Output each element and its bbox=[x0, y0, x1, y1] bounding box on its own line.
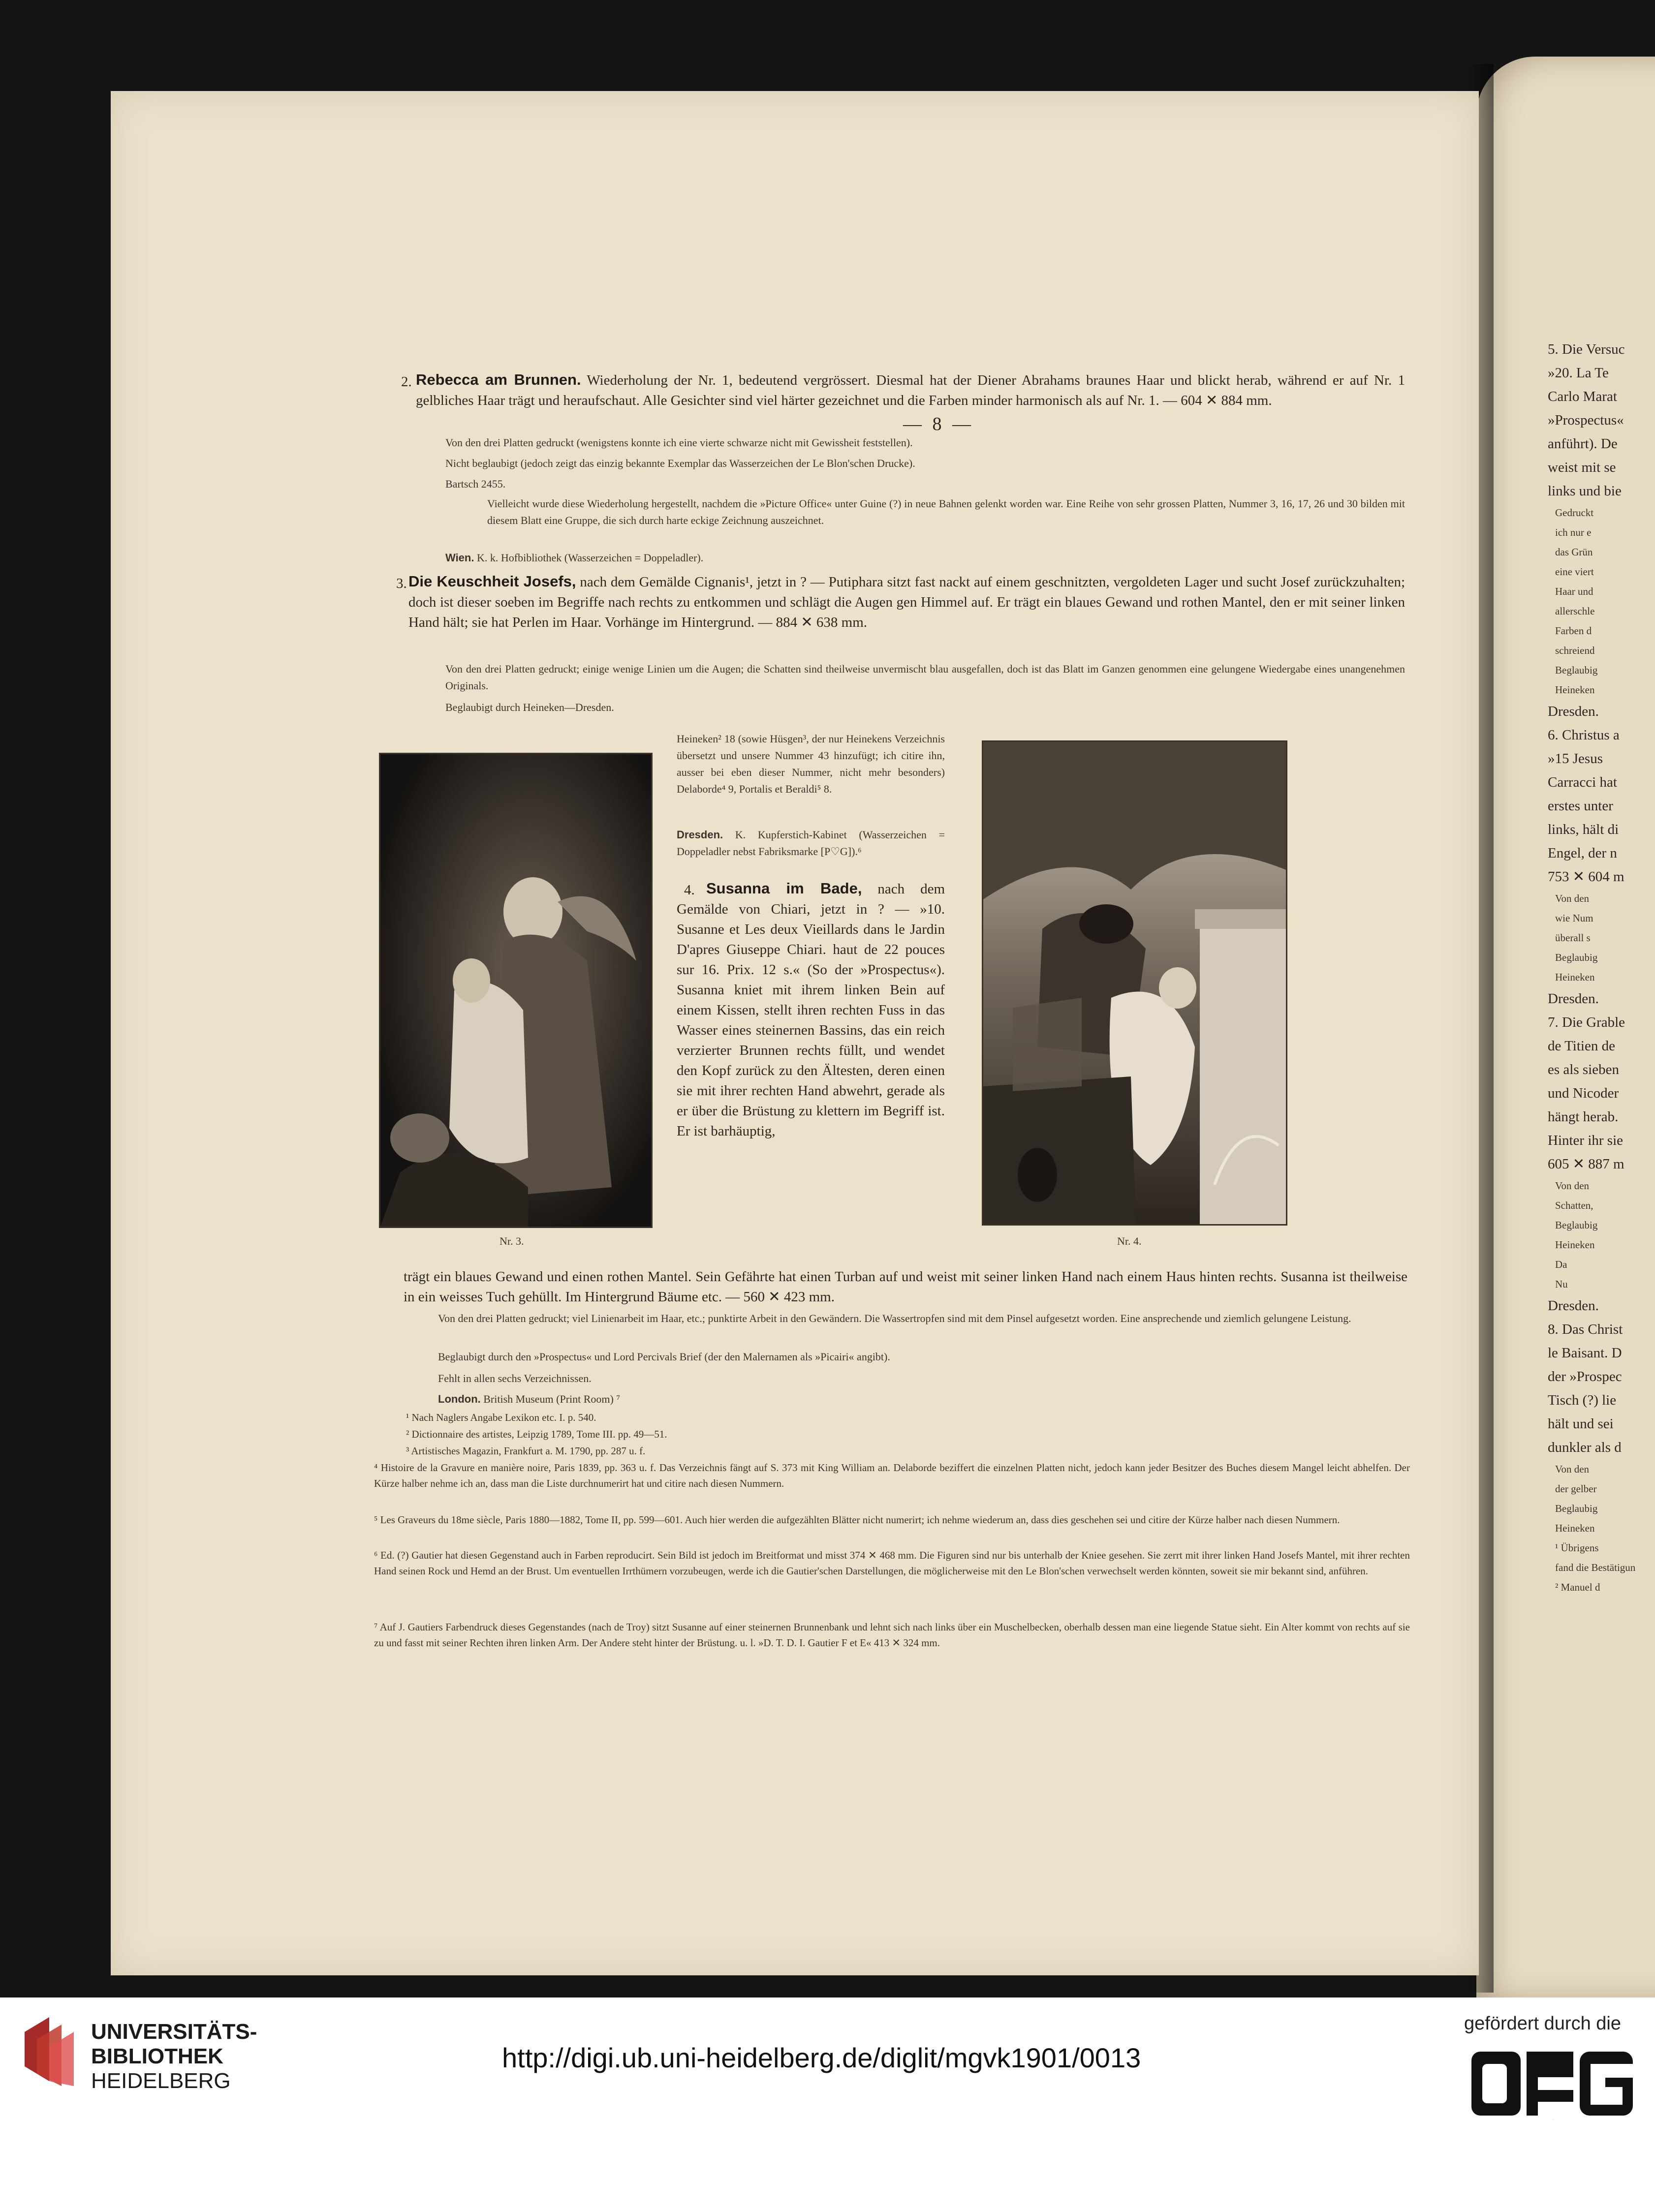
facing-page-line: le Baisant. D bbox=[1548, 1345, 1622, 1361]
entry-4-note-3: Fehlt in allen sechs Verzeichnissen. bbox=[438, 1372, 592, 1384]
plate-nr-3-image bbox=[379, 753, 653, 1228]
entry-3-number: 3. bbox=[396, 576, 407, 591]
footnote-5: ⁵ Les Graveurs du 18me siècle, Paris 1880—1882, Tome II, pp. 599—601. Auch hier werden die aufgezählten Blätter nicht numerirt; ich nehme wiederum an, dass dies geschehen sei und citire der Kürze halber nach diesen Nummern. bbox=[374, 1514, 1340, 1526]
facing-page-line: Schatten, bbox=[1555, 1199, 1593, 1211]
facing-page-line: Heineken bbox=[1555, 1239, 1595, 1251]
facing-page-line: Farben d bbox=[1555, 625, 1592, 637]
entry-4-column-text: nach dem Gemälde von Chiari, jetzt in ? — »10. Susanne et Les deux Vieillards dans le Jardin D'apres Giuseppe Chiari. haut de 22 pouces sur 16. Prix. 12 s.« (So der »Prospectus«). Susanna kniet mit ihrem linken Bein auf einem Kissen, stellt ihren rechten Fuss in das Wasser eines steinernen Bassins, das ein reich verzierter Brunnen rechts füllt, und wendet den Kopf zurück zu den Ältesten, deren einen sie mit ihrer rechten Hand abwehrt, gerade als er über die Brüstung zu klettern im Begriff ist. Er ist barhäuptig, bbox=[677, 881, 945, 1139]
facing-page-line: hält und sei bbox=[1548, 1416, 1614, 1432]
facing-page-line: Engel, der n bbox=[1548, 845, 1617, 861]
institution-name bbox=[91, 2020, 257, 2093]
facing-page-line: schreiend bbox=[1555, 645, 1595, 656]
facing-page-line: dunkler als d bbox=[1548, 1440, 1622, 1455]
permalink-url[interactable]: http://digi.ub.uni-heidelberg.de/diglit/mgvk1901/0013 bbox=[502, 2042, 1141, 2073]
plate-nr-3-caption: Nr. 3. bbox=[500, 1235, 524, 1247]
facing-page-line: weist mit se bbox=[1548, 460, 1616, 475]
facing-page-line: Tisch (?) lie bbox=[1548, 1392, 1617, 1408]
footnote-4: ⁴ Histoire de la Gravure en manière noire, Paris 1839, pp. 363 u. f. Das Verzeichnis fängt auf S. 373 mit King William an. Delaborde beziffert die einzelnen Platten nicht, jedoch kann jeder Besitzer des Buches diesem Mangel leicht abhelfen. Der Kürze halber nehme ich an, dass man die Liste durchnumerirt hat und citire nach diesen Nummern. bbox=[374, 1462, 1410, 1489]
susanna-bathing-illustration bbox=[983, 742, 1286, 1224]
facing-page-line: ¹ Übrigens bbox=[1555, 1542, 1599, 1554]
facing-page-line: wie Num bbox=[1555, 912, 1593, 924]
footnote-2: ² Dictionnaire des artistes, Leipzig 1789, Tome III. pp. 49—51. bbox=[406, 1428, 667, 1440]
facing-page-line: Heineken bbox=[1555, 1522, 1595, 1534]
entry-3-paragraph bbox=[408, 571, 1405, 633]
facing-page-line: »20. La Te bbox=[1548, 365, 1609, 381]
facing-page-line: allerschle bbox=[1555, 605, 1595, 617]
facing-page-line: anführt). De bbox=[1548, 436, 1618, 452]
facing-page-line: Gedruckt bbox=[1555, 507, 1594, 519]
entry-4-column-paragraph bbox=[677, 878, 945, 1141]
entry-3-references: Heineken² 18 (sowie Hüsgen³, der nur Heinekens Verzeichnis übersetzt und unsere Nummer 43 hinzufügt; ich citire ihn, ausser bei eben dieser Nummer, nicht mehr besonders) Delaborde⁴ 9, Portalis et Beraldi⁵ 8. bbox=[677, 733, 945, 795]
entry-3-dresden bbox=[677, 827, 945, 860]
facing-page-line: Carlo Marat bbox=[1548, 389, 1617, 404]
plate-nr-4-image bbox=[982, 740, 1287, 1226]
facing-page-line: 5. Die Versuc bbox=[1548, 341, 1625, 357]
facing-page-line: hängt herab. bbox=[1548, 1109, 1619, 1125]
entry-3-note-1: Von den drei Platten gedruckt; einige wenige Linien um die Augen; die Schatten sind theilweise unvermischt blau ausgefallen, doch ist das Blatt im Ganzen genommen eine gelungene Wiedergabe eines unangenehmen Originals. bbox=[445, 663, 1405, 692]
facing-page-line: es als sieben bbox=[1548, 1062, 1619, 1077]
facing-page-line: de Titien de bbox=[1548, 1038, 1615, 1054]
entry-2-number: 2. bbox=[401, 374, 412, 390]
entry-2-paragraph bbox=[416, 369, 1405, 411]
facing-page-line: ² Manuel d bbox=[1555, 1581, 1600, 1593]
entry-2-location-label: Wien. bbox=[445, 552, 474, 564]
facing-page-line: Beglaubig bbox=[1555, 664, 1598, 676]
facing-page-line: Nu bbox=[1555, 1278, 1568, 1290]
facing-page-line: Heineken bbox=[1555, 971, 1595, 983]
institution-line-3: HEIDELBERG bbox=[91, 2069, 231, 2093]
entry-4-note-1: Von den drei Platten gedruckt; viel Linienarbeit im Haar, etc.; punktirte Arbeit in den Gewändern. Die Wassertropfen sind mit dem Pinsel aufgesetzt worden. Eine ansprechende und ziemlich gelungene Leistung. bbox=[438, 1312, 1351, 1324]
facing-page-line: 605 ✕ 887 m bbox=[1548, 1156, 1624, 1172]
facing-page-line: links, hält di bbox=[1548, 822, 1619, 837]
dfg-logo-icon bbox=[1471, 2047, 1634, 2120]
entry-2-note-3: Bartsch 2455. bbox=[445, 478, 506, 490]
university-library-logo-icon bbox=[20, 2012, 79, 2086]
entry-3-note-2: Beglaubigt durch Heineken—Dresden. bbox=[445, 701, 614, 713]
entry-2-location bbox=[445, 550, 1405, 566]
institution-line-1: UNIVERSITÄTS- bbox=[91, 2020, 257, 2044]
facing-page-line: Da bbox=[1555, 1259, 1567, 1270]
entry-4-title: Susanna im Bade, bbox=[706, 880, 862, 897]
facing-page-line: eine viert bbox=[1555, 566, 1594, 578]
plate-nr-4-caption: Nr. 4. bbox=[1117, 1235, 1142, 1247]
facing-page-line: Von den bbox=[1555, 1180, 1590, 1192]
facing-page-line: Hinter ihr sie bbox=[1548, 1133, 1624, 1148]
entry-2-note-4: Vielleicht wurde diese Wiederholung hergestellt, nachdem die »Picture Office« unter Guine (?) in neue Bahnen gelenkt worden war. Eine Reihe von sehr grossen Platten, Nummer 3, 16, 17, 26 und 30 bilden mit diesem Blatt eine Gruppe, die sich durch harte eckige Zeichnung auszeichnet. bbox=[487, 497, 1405, 526]
facing-page-line: »Prospectus« bbox=[1548, 412, 1624, 428]
facing-page-line: ich nur e bbox=[1555, 526, 1592, 538]
facing-page-line: links und bie bbox=[1548, 483, 1622, 499]
facing-page-line: Von den bbox=[1555, 1463, 1590, 1475]
facing-page-line: das Grün bbox=[1555, 546, 1593, 558]
footnote-7: ⁷ Auf J. Gautiers Farbendruck dieses Gegenstandes (nach de Troy) sitzt Susanne auf einer steinernen Brunnenbank und lehnt sich nach links über ein Muschelbecken, oberhalb dessen man eine liegende Statue sieht. Ein Alter kommt von rechts auf sie zu und fasst mit seiner Rechten ihren linken Arm. Der Andere steht hinter der Brüstung. u. l. »D. T. D. I. Gautier F et E« 413 ✕ 324 mm. bbox=[374, 1621, 1410, 1649]
entry-4-location bbox=[438, 1391, 1407, 1408]
facing-page-line: und Nicoder bbox=[1548, 1085, 1619, 1101]
facing-page-line: Beglaubig bbox=[1555, 1219, 1598, 1231]
facing-page-line: Beglaubig bbox=[1555, 1503, 1598, 1514]
entry-4-number: 4. bbox=[684, 882, 695, 898]
entry-2-text: Wiederholung der Nr. 1, bedeutend vergrössert. Diesmal hat der Diener Abrahams braunes Haar und blickt herab, während er auf Nr. 1 gelbliches Haar trägt und heraufschaut. Alle Gesichter sind viel härter gezeichnet und die Farben minder harmonisch als auf Nr. 1. — 604 ✕ 884 mm. bbox=[416, 372, 1405, 408]
facing-page-line: Haar und bbox=[1555, 585, 1593, 597]
facing-page-line: fand die Bestätigun bbox=[1555, 1562, 1636, 1573]
facing-page-line: Dresden. bbox=[1548, 1298, 1599, 1314]
facing-page-line: erstes unter bbox=[1548, 798, 1613, 814]
entry-2-note-1: Von den drei Platten gedruckt (wenigstens konnte ich eine vierte schwarze nicht mit Gewissheit feststellen). bbox=[445, 436, 913, 449]
entry-3-text: nach dem Gemälde Cignanis¹, jetzt in ? — Putiphara sitzt fast nackt auf einem geschnitzten, vergoldeten Lager und sucht Josef zurückzuhalten; doch ist dieser soeben im Begriffe nach rechts zu entkommen und schlägt die Augen gen Himmel auf. Er trägt ein blaues Gewand und rothen Mantel, den er mit seiner linken Hand hält; sie hat Perlen im Haar. Vorhänge im Hintergrund. — 884 ✕ 638 mm. bbox=[408, 574, 1405, 630]
footnote-1: ¹ Nach Naglers Angabe Lexikon etc. I. p. 540. bbox=[406, 1412, 596, 1423]
entry-4-location-label: London. bbox=[438, 1393, 481, 1405]
facing-page-line: »15 Jesus bbox=[1548, 751, 1603, 767]
facing-page-line: Carracci hat bbox=[1548, 774, 1617, 790]
entry-3-dresden-text: K. Kupferstich-Kabinet (Wasserzeichen = Doppeladler nebst Fabriksmarke [P♡G]).⁶ bbox=[677, 829, 945, 858]
facing-page-line: Von den bbox=[1555, 892, 1590, 904]
facing-page-line: Dresden. bbox=[1548, 704, 1599, 719]
facing-page-line: 6. Christus a bbox=[1548, 727, 1620, 743]
entry-2-note-2: Nicht beglaubigt (jedoch zeigt das einzig bekannte Exemplar das Wasserzeichen der Le Blon'schen Drucke). bbox=[445, 457, 915, 469]
footnote-3: ³ Artistisches Magazin, Frankfurt a. M. 1790, pp. 287 u. f. bbox=[406, 1445, 646, 1457]
facing-page-line: Beglaubig bbox=[1555, 952, 1598, 963]
entry-4-note-2: Beglaubigt durch den »Prospectus« und Lord Percivals Brief (der den Malernamen als »Picairi« angibt). bbox=[438, 1351, 890, 1363]
entry-3-dresden-label: Dresden. bbox=[677, 829, 723, 841]
institution-line-2: BIBLIOTHEK bbox=[91, 2044, 223, 2068]
entry-2-title: Rebecca am Brunnen. bbox=[416, 371, 581, 388]
book-page bbox=[111, 91, 1479, 1975]
facing-page-line: Dresden. bbox=[1548, 991, 1599, 1007]
footnote-6: ⁶ Ed. (?) Gautier hat diesen Gegenstand auch in Farben reproducirt. Sein Bild ist jedoch im Breitformat und misst 374 ✕ 468 mm. Die Figuren sind nur bis unterhalb der Kniee gesehen. Sie zerrt mit ihrer linken Hand Josefs Mantel, mit ihrer rechten Hand seinen Rock und Hemd an der Brust. Um eventuellen Irrthümern vorzubeugen, werde ich die Gautier'schen Darstellungen, die möglicherweise mit den Le Blon'schen verwechselt werden könnten, soweit sie mir bekannt sind, anführen. bbox=[374, 1549, 1410, 1577]
entry-4-continuation: trägt ein blaues Gewand und einen rothen Mantel. Sein Gefährte hat einen Turban auf und weist mit seiner linken Hand nach einem Haus hinten rechts. Susanna ist theilweise in ein weisses Tuch gehüllt. Im Hintergrund Bäume etc. — 560 ✕ 423 mm. bbox=[404, 1269, 1407, 1305]
facing-page-line: 753 ✕ 604 m bbox=[1548, 869, 1624, 885]
facing-page-line: der gelber bbox=[1555, 1483, 1597, 1495]
facing-page-line: 7. Die Grable bbox=[1548, 1014, 1625, 1030]
facing-page-line: Heineken bbox=[1555, 684, 1595, 696]
joseph-and-potiphar-illustration bbox=[380, 754, 651, 1227]
facing-page-line: überall s bbox=[1555, 932, 1591, 944]
entry-4-location-text: British Museum (Print Room) ⁷ bbox=[483, 1393, 621, 1405]
entry-2-location-text: K. k. Hofbibliothek (Wasserzeichen = Doppeladler). bbox=[476, 552, 704, 564]
sponsor-label: gefördert durch die bbox=[1464, 2013, 1621, 2034]
entry-3-title: Die Keuschheit Josefs, bbox=[408, 573, 576, 590]
facing-page-line: der »Prospec bbox=[1548, 1369, 1622, 1384]
page-number: — 8 — bbox=[903, 414, 974, 434]
facing-page-line: 8. Das Christ bbox=[1548, 1321, 1623, 1337]
